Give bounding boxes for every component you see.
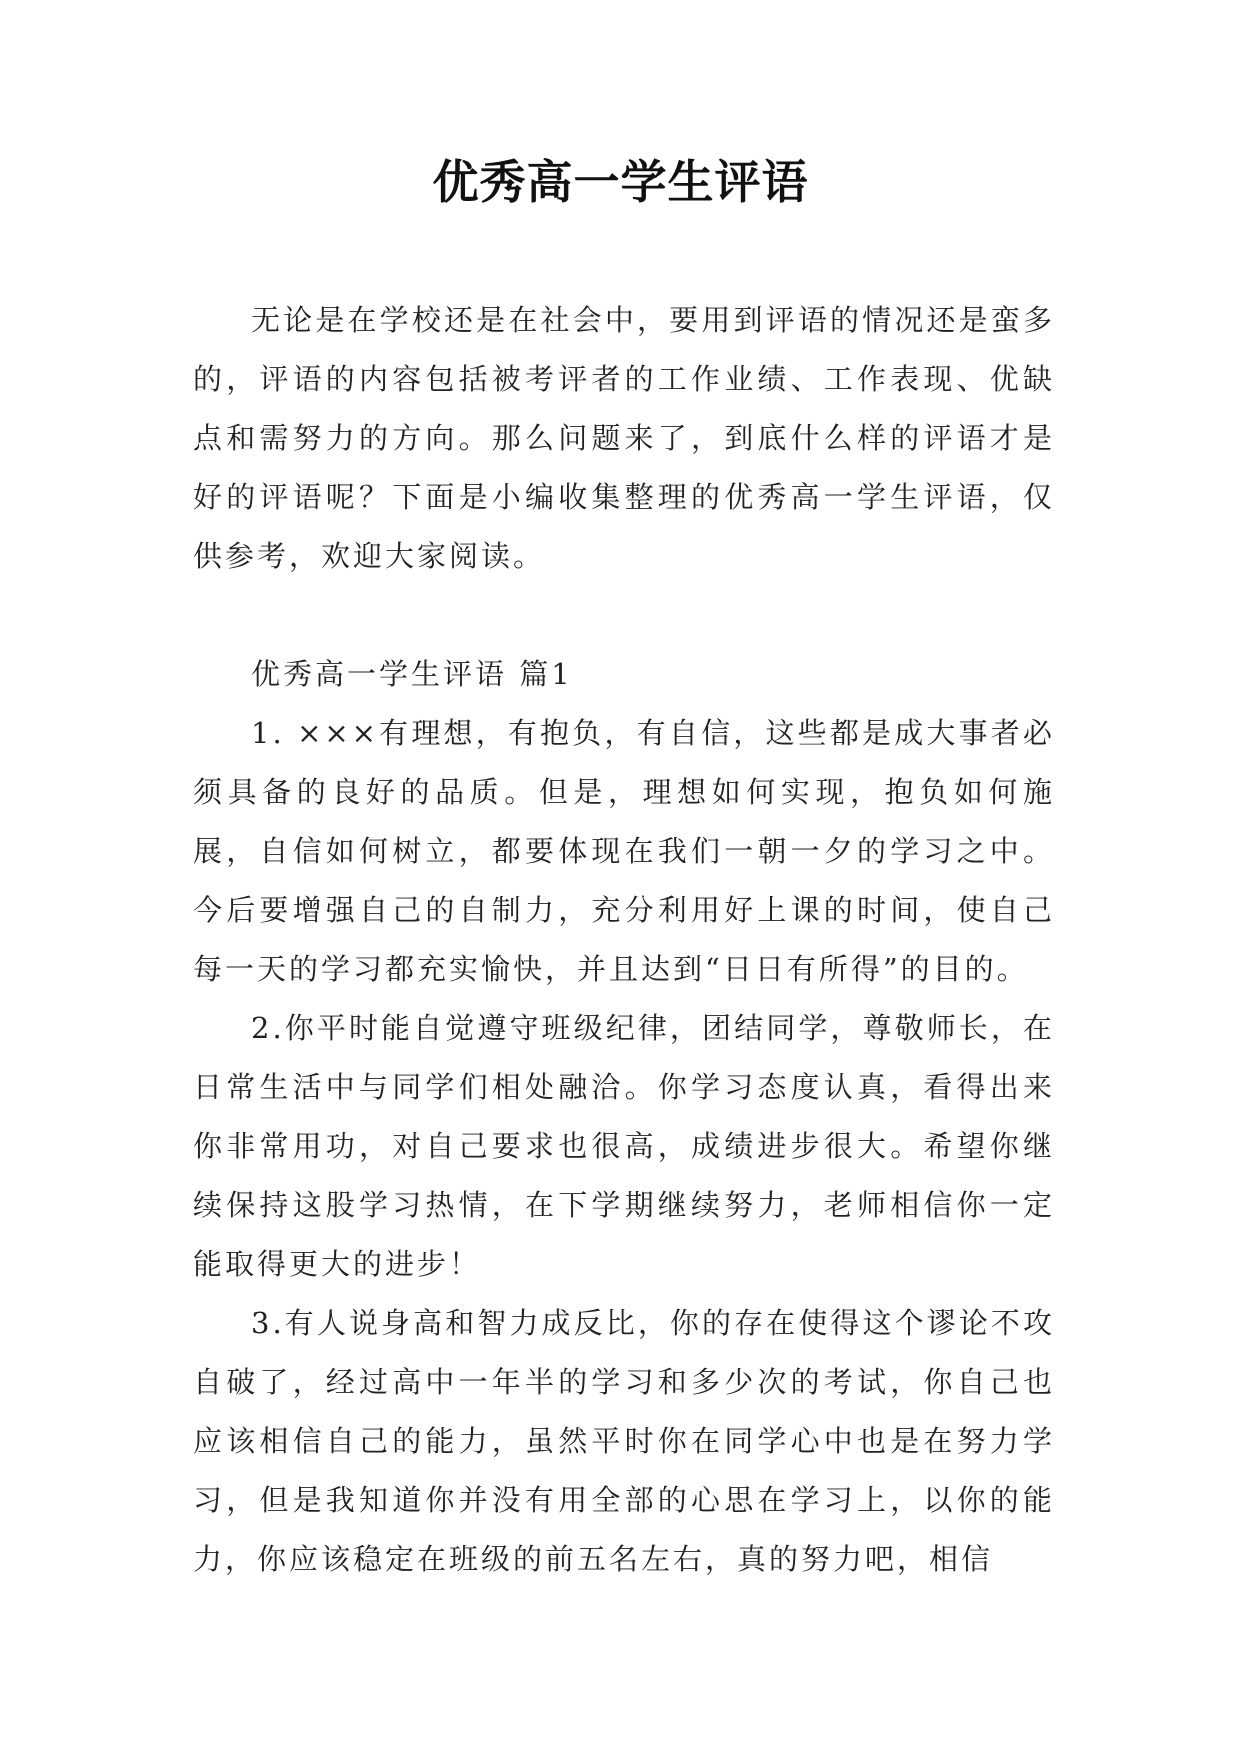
document-title: 优秀高一学生评语 (432, 155, 809, 209)
section-heading: 优秀高一学生评语 篇1 (251, 657, 573, 691)
comment-item-1: 1. ×××有理想，有抱负，有自信，这些都是成大事者必须具备的良好的品质。但是，理想如何实现，抱负如何施展，自信如何树立，都要体现在我们一朝一夕的学习之中。今后要增强自己的自制力，充分利用好上课的时间，使自己每一天的学习都充实愉快，并且达到“日日有所得”的目的。 (193, 716, 1055, 986)
comment-item-3: 3.有人说身高和智力成反比，你的存在使得这个谬论不攻自破了，经过高中一年半的学习和多少次的考试，你自己也应该相信自己的能力，虽然平时你在同学心中也是在努力学习，但是我知道你并没有用全部的心思在学习上，以你的能力，你应该稳定在班级的前五名左右，真的努力吧，相信 (193, 1306, 1055, 1576)
comment-item-2: 2.你平时能自觉遵守班级纪律，团结同学，尊敬师长，在日常生活中与同学们相处融洽。你学习态度认真，看得出来你非常用功，对自己要求也很高，成绩进步很大。希望你继续保持这股学习热情，在下学期继续努力，老师相信你一定能取得更大的进步！ (193, 1011, 1055, 1281)
document-body (193, 291, 1055, 1589)
intro-paragraph: 无论是在学校还是在社会中，要用到评语的情况还是蛮多的，评语的内容包括被考评者的工作业绩、工作表现、优缺点和需努力的方向。那么问题来了，到底什么样的评语才是好的评语呢？下面是小编收集整理的优秀高一学生评语，仅供参考，欢迎大家阅读。 (193, 303, 1055, 573)
paragraph-spacer (193, 586, 1055, 645)
